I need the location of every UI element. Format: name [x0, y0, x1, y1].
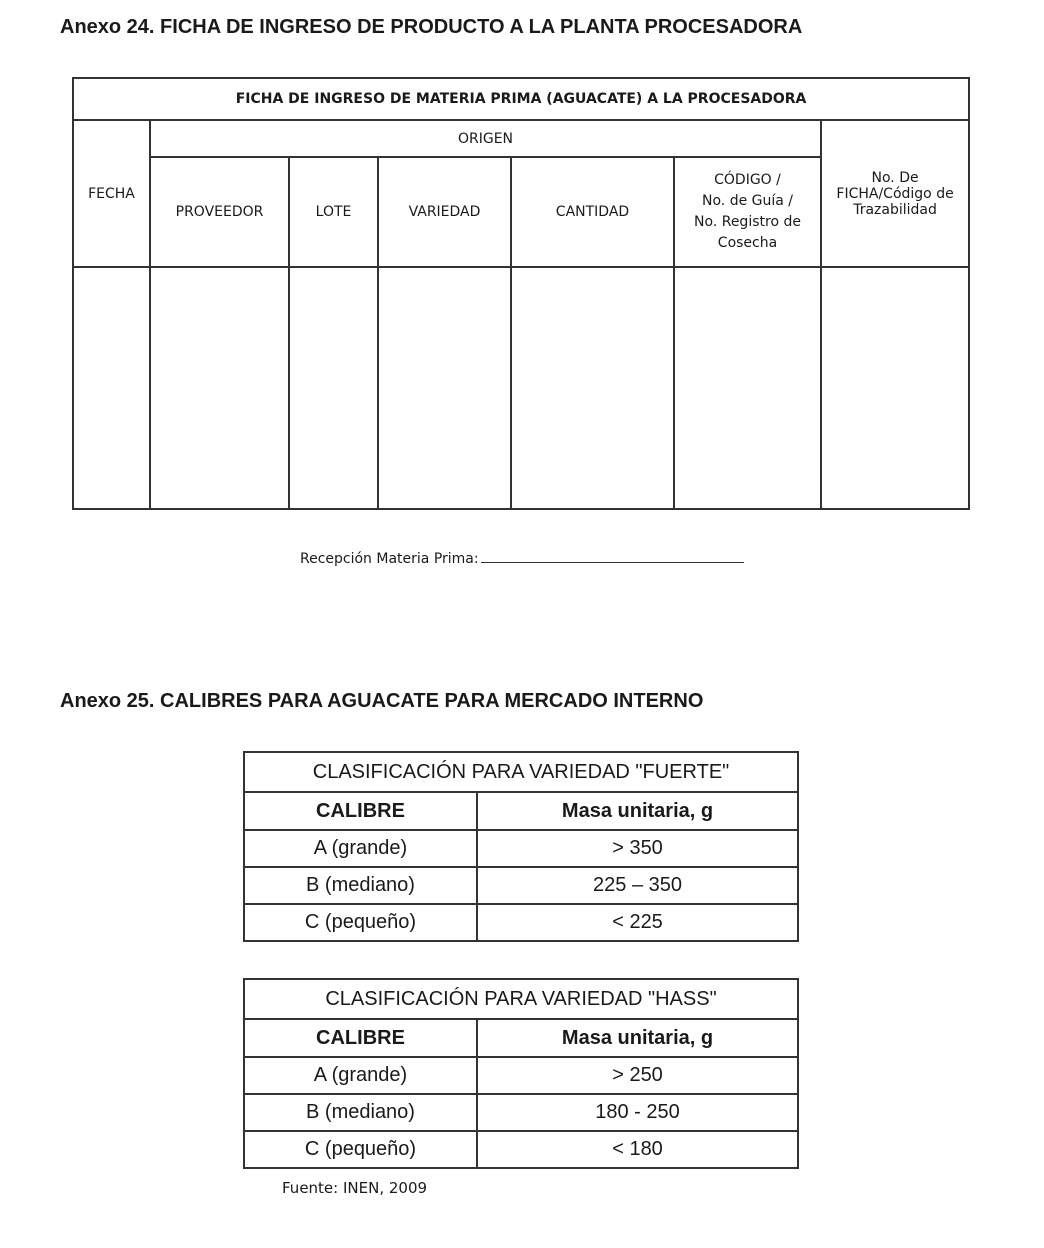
table-row	[244, 1094, 798, 1131]
col-codigo-guia	[674, 157, 821, 267]
fuerte-col-masa: Masa unitaria, g	[477, 792, 798, 830]
entry-variedad[interactable]	[378, 267, 511, 509]
entry-cantidad[interactable]	[511, 267, 674, 509]
recepcion-signature-line[interactable]	[481, 550, 744, 563]
col-cantidad: CANTIDAD	[511, 157, 674, 267]
masa-cell: < 180	[477, 1131, 798, 1168]
masa-cell: 180 - 250	[477, 1094, 798, 1131]
anexo24-heading: Anexo 24. FICHA DE INGRESO DE PRODUCTO A LA PLANTA PROCESADORA	[60, 16, 803, 38]
col-variedad: VARIEDAD	[378, 157, 511, 267]
fuente-note: Fuente: INEN, 2009	[282, 1179, 428, 1197]
col-codigo-line1: CÓDIGO /	[714, 172, 781, 188]
table-row	[244, 904, 798, 941]
masa-cell: > 250	[477, 1057, 798, 1094]
calibre-cell: B (mediano)	[244, 1094, 477, 1131]
group-origen: ORIGEN	[150, 120, 821, 157]
calibre-cell: C (pequeño)	[244, 904, 477, 941]
col-fecha: FECHA	[73, 120, 150, 267]
calibre-cell: C (pequeño)	[244, 1131, 477, 1168]
col-codigo-line3: No. Registro de	[694, 214, 801, 230]
recepcion-label: Recepción Materia Prima:	[300, 551, 479, 567]
anexo25-heading: Anexo 25. CALIBRES PARA AGUACATE PARA MERCADO INTERNO	[60, 690, 704, 712]
col-ficha-line3: Trazabilidad	[853, 201, 937, 218]
table-row	[244, 1057, 798, 1094]
table-row	[244, 867, 798, 904]
col-lote: LOTE	[289, 157, 378, 267]
form-entry-row	[73, 267, 969, 509]
entry-fecha[interactable]	[73, 267, 150, 509]
entry-codigo[interactable]	[674, 267, 821, 509]
hass-col-masa: Masa unitaria, g	[477, 1019, 798, 1057]
col-ficha-line1: No. De	[871, 169, 919, 186]
hass-calibres-table	[243, 978, 799, 1169]
calibre-cell: A (grande)	[244, 1057, 477, 1094]
masa-cell: 225 – 350	[477, 867, 798, 904]
calibre-cell: A (grande)	[244, 830, 477, 867]
hass-col-calibre: CALIBRE	[244, 1019, 477, 1057]
form-title: FICHA DE INGRESO DE MATERIA PRIMA (AGUACATE) A LA PROCESADORA	[73, 78, 969, 120]
masa-cell: < 225	[477, 904, 798, 941]
hass-title: CLASIFICACIÓN PARA VARIEDAD "HASS"	[244, 979, 798, 1019]
fuerte-calibres-table	[243, 751, 799, 942]
calibre-cell: B (mediano)	[244, 867, 477, 904]
col-ficha-trazabilidad	[821, 120, 969, 267]
masa-cell: > 350	[477, 830, 798, 867]
col-codigo-line4: Cosecha	[717, 235, 778, 251]
recepcion-signature	[300, 550, 744, 567]
col-codigo-line2: No. de Guía /	[702, 193, 793, 209]
entry-proveedor[interactable]	[150, 267, 289, 509]
entry-ficha[interactable]	[821, 267, 969, 509]
table-row	[244, 830, 798, 867]
entry-lote[interactable]	[289, 267, 378, 509]
fuerte-title: CLASIFICACIÓN PARA VARIEDAD "FUERTE"	[244, 752, 798, 792]
col-proveedor: PROVEEDOR	[150, 157, 289, 267]
fuerte-col-calibre: CALIBRE	[244, 792, 477, 830]
col-ficha-line2: FICHA/Código de	[836, 185, 954, 202]
table-row	[244, 1131, 798, 1168]
ingreso-materia-prima-form	[72, 77, 970, 510]
